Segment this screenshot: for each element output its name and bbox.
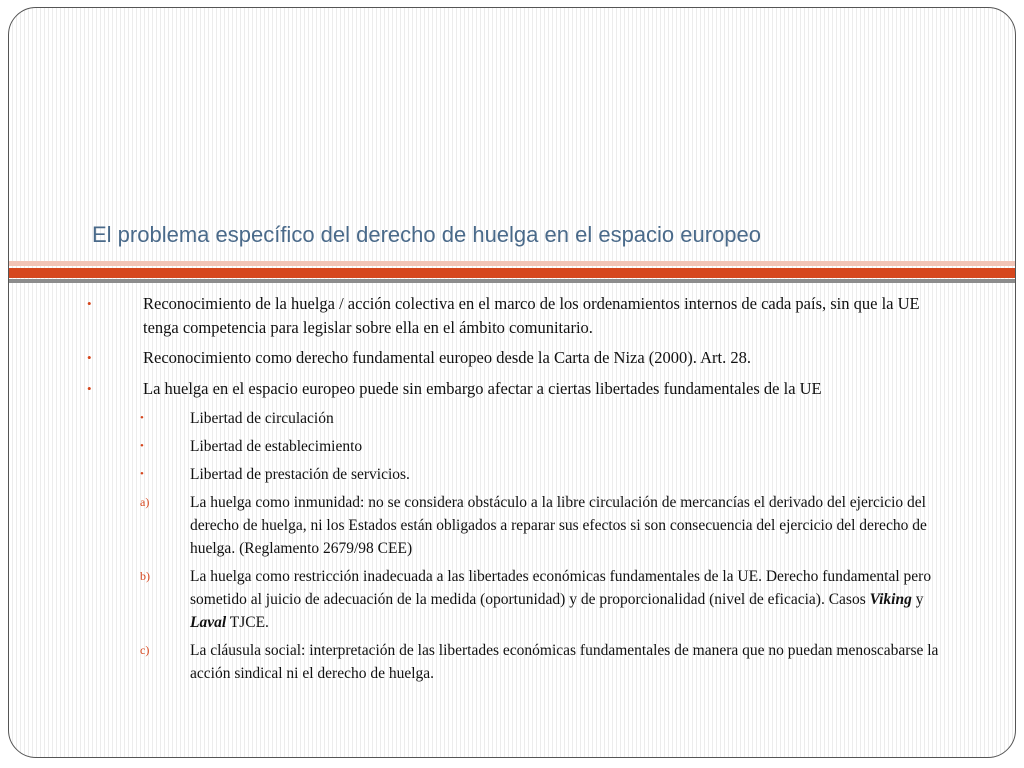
lettered-text-after: TJCE. bbox=[226, 614, 269, 631]
sub-bullet-item bbox=[9, 407, 1015, 430]
slide-body bbox=[9, 292, 1015, 690]
title-divider-accent bbox=[9, 268, 1015, 278]
lettered-marker: c) bbox=[140, 643, 150, 657]
lettered-marker: b) bbox=[140, 569, 150, 583]
lettered-text bbox=[190, 568, 931, 631]
title-divider-gray bbox=[9, 279, 1015, 283]
lettered-conjunction: y bbox=[911, 591, 924, 608]
sub-bullet-item bbox=[9, 435, 1015, 458]
bullet-item bbox=[9, 292, 1015, 339]
title-divider-light bbox=[9, 261, 1015, 266]
bullet-text: Reconocimiento de la huelga / acción colectiva en el marco de los ordenamientos internos de cada país, sin que la UE tenga competencia para legislar sobre ella en el ámbito comunitario. bbox=[143, 294, 920, 337]
lettered-item bbox=[9, 491, 1015, 560]
bullet-item bbox=[9, 346, 1015, 370]
lettered-text: La cláusula social: interpretación de las libertades económicas fundamentales de manera que no puedan menoscabarse la acción sindical ni el derecho de huelga. bbox=[190, 642, 939, 682]
sub-bullet-text: Libertad de prestación de servicios. bbox=[190, 466, 410, 483]
sub-bullet-marker: • bbox=[140, 440, 144, 452]
case-viking: Viking bbox=[869, 591, 912, 608]
bullet-marker: • bbox=[87, 380, 92, 396]
lettered-item bbox=[9, 639, 1015, 685]
lettered-item bbox=[9, 565, 1015, 634]
lettered-marker: a) bbox=[140, 495, 150, 509]
sub-bullet-item bbox=[9, 463, 1015, 486]
sub-bullet-text: Libertad de establecimiento bbox=[190, 438, 363, 455]
slide-title: El problema específico del derecho de huelga en el espacio europeo bbox=[92, 222, 762, 247]
bullet-item bbox=[9, 377, 1015, 401]
slide-frame bbox=[8, 7, 1016, 758]
bullet-marker: • bbox=[87, 350, 92, 365]
bullet-text: Reconocimiento como derecho fundamental europeo desde la Carta de Niza (2000). Art. 28. bbox=[143, 348, 751, 367]
bullet-marker: • bbox=[87, 296, 92, 311]
case-laval: Laval bbox=[190, 614, 227, 631]
lettered-text-before: La huelga como restricción inadecuada a las libertades económicas fundamentales de la UE. Derecho fundamental pero sometido al juicio de adecuación de la medida (oportunidad) y de proporcionalidad (nivel de eficacia). Casos bbox=[190, 568, 932, 608]
sub-bullet-text: Libertad de circulación bbox=[190, 410, 334, 427]
lettered-text: La huelga como inmunidad: no se considera obstáculo a la libre circulación de mercancías el derivado del ejercicio del derecho de huelga, ni los Estados están obligados a reparar sus efectos si son consecuencia del ejercicio del derecho de huelga. (Reglamento 2679/98 CEE) bbox=[190, 494, 927, 557]
sub-bullet-marker: • bbox=[140, 468, 144, 480]
sub-bullet-marker: • bbox=[140, 412, 144, 424]
bullet-text: La huelga en el espacio europeo puede sin embargo afectar a ciertas libertades fundamentales de la UE bbox=[143, 378, 822, 398]
